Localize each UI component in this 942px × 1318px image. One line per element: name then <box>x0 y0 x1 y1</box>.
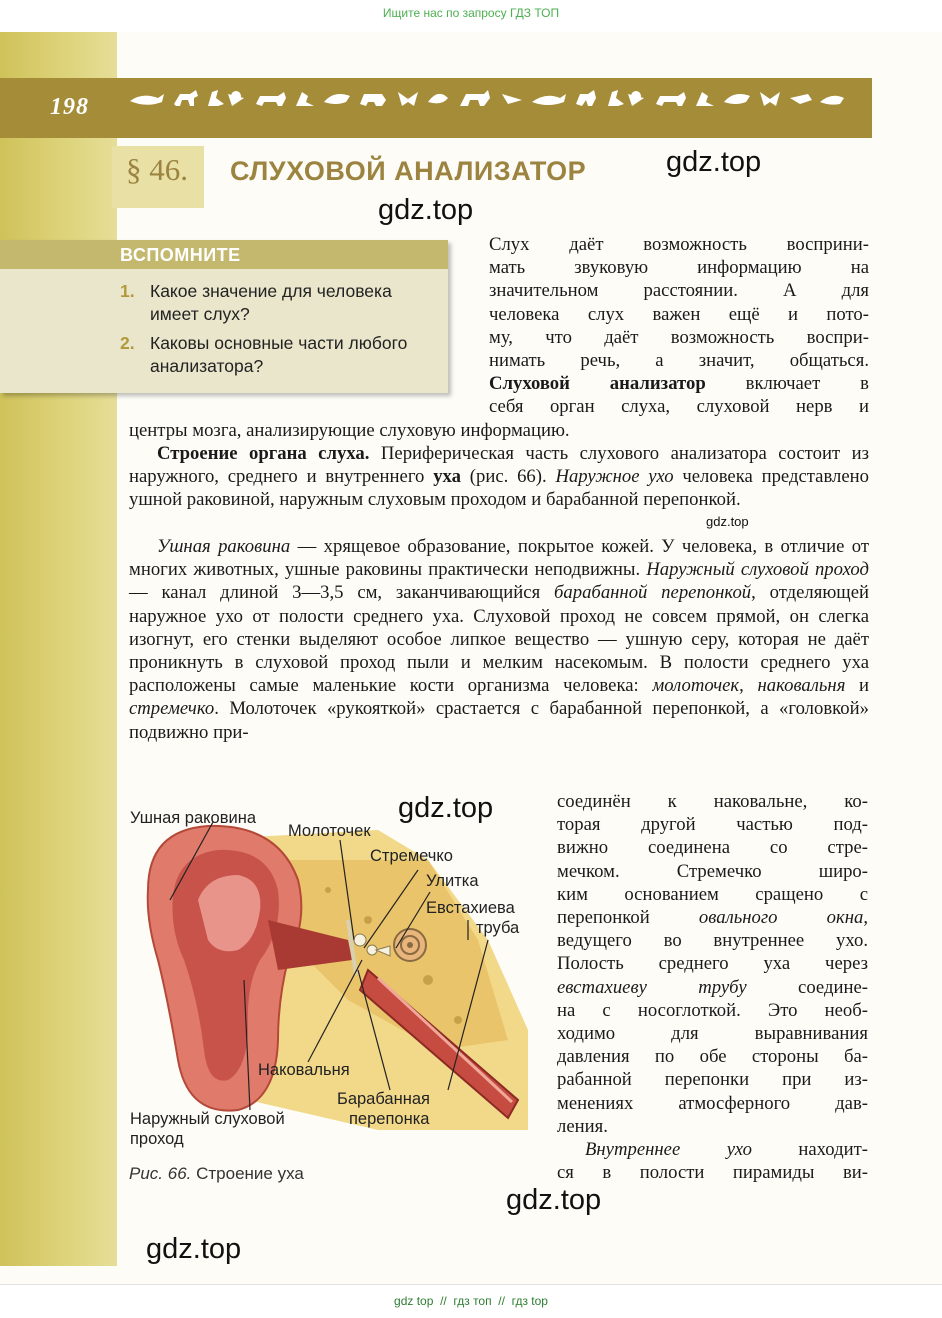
animal-frieze-icon <box>128 84 848 114</box>
text-line: человека слух важен ещё и пото- <box>489 303 869 325</box>
term-italic: Ушная раковина <box>157 536 291 557</box>
side-paragraph <box>557 790 868 1184</box>
text-span: , отделяющей наружное ухо от полости среднего уха. Слуховой проход не совсем прямой, он слегка изогнут, его стенки выделяют особое липкое вещество — ушную серу, которая не даёт проникнуть в слуховой проход пыли и мелким насекомым. В полости среднего уха расположены самые маленькие кости организма человека: <box>129 582 869 697</box>
figure-caption <box>129 1164 304 1184</box>
subheading: Строение органа слуха. <box>157 443 370 464</box>
term-italic: наковальня <box>757 675 846 697</box>
text-line <box>557 906 868 929</box>
text-line: нимать речь, а значит, общаться. <box>489 350 869 372</box>
text-span: включает в <box>705 373 869 395</box>
text-span: человека представлено ушной раковиной, наружным слуховым проходом и барабанной перепонкой. <box>129 466 870 511</box>
watermark-small: gdz.top <box>706 514 749 529</box>
intro-last-line <box>129 419 869 442</box>
text-line: мать звуковую информацию на <box>489 257 869 279</box>
recall-title: ВСПОМНИТЕ <box>120 245 241 265</box>
label-malleus: Молоточек <box>288 822 371 840</box>
text-line: менениях атмосферного дав- <box>557 1092 868 1114</box>
term-italic: Наружный слуховой проход <box>646 559 869 581</box>
paragraph <box>129 442 869 512</box>
pinna-paragraph <box>129 535 869 744</box>
text-line <box>489 372 869 395</box>
text-span: (рис. 66). <box>460 466 556 488</box>
text-line: Слух даёт возможность восприни- <box>489 234 869 255</box>
text-line: вижно соединена со стре- <box>557 837 868 859</box>
text-line: ления. <box>557 1115 608 1137</box>
term-italic: барабанной перепонкой <box>553 582 752 604</box>
watermark: gdz.top <box>146 1233 242 1265</box>
structure-paragraph <box>129 442 869 512</box>
text-span: перепонкой <box>557 907 699 929</box>
label-pinna: Ушная раковина <box>130 809 256 827</box>
text-line <box>557 976 868 999</box>
text-line: на с носоглоткой. Это необ- <box>557 999 868 1021</box>
watermark: gdz.top <box>506 1184 602 1216</box>
top-search-link[interactable]: Ищите нас по запросу ГДЗ ТОП <box>382 6 560 20</box>
caption-text: Строение уха <box>191 1164 304 1183</box>
text-line <box>557 1138 868 1161</box>
label-eustachian: труба <box>476 919 520 937</box>
label-ear-canal: Наружный слуховой <box>130 1110 285 1128</box>
term-italic: Наружное ухо <box>555 466 674 488</box>
text-span: — канал длиной 3—3,5 см, заканчивающийся <box>129 582 554 604</box>
ear-anatomy-figure <box>128 800 538 1160</box>
intro-paragraph <box>489 233 869 419</box>
watermark: gdz.top <box>398 792 494 824</box>
term-italic: стремечко <box>129 698 215 720</box>
text-span: и <box>845 675 869 697</box>
recall-question <box>120 332 438 378</box>
text-line: му, что даёт возможность воспри- <box>489 326 869 348</box>
question-number: 1. <box>120 281 135 301</box>
text-span: — хрящевое образование, покрытое кожей. У человека, в отличие от многих животных, ушные раковины практически неподвижны. <box>129 536 869 581</box>
text-span: , <box>739 675 758 697</box>
term-italic: евстахиеву трубу <box>557 976 747 998</box>
page-number: 198 <box>50 94 89 120</box>
text-span: . Молоточек «рукояткой» срастается с барабанной перепонкой, а «головкой» подвижно при- <box>129 698 869 743</box>
text-line: ким основанием сращено с <box>557 883 868 905</box>
watermark: gdz.top <box>666 146 762 178</box>
watermark: gdz.top <box>378 194 474 226</box>
text-line: рабанной перепонки при из- <box>557 1069 868 1091</box>
text-line: торая другой частью под- <box>557 814 868 836</box>
term-bold: Слуховой анализатор <box>489 373 706 395</box>
text-line: Полость среднего уха через <box>557 953 868 975</box>
caption-number: Рис. 66. <box>129 1164 192 1183</box>
section-number: § 46. <box>126 152 188 187</box>
bottom-links[interactable]: gdz top // гдз топ // гдз top <box>394 1294 548 1308</box>
text-line: ходимо для выравнивания <box>557 1023 868 1045</box>
recall-question <box>120 280 438 326</box>
text-line: соединён к наковальне, ко- <box>557 791 868 812</box>
text-line: значительном расстоянии. А для <box>489 280 869 302</box>
term-italic: Внутреннее ухо <box>585 1139 752 1161</box>
text-span: Периферическая часть слухового анализатора состоит из наружного, среднего и внутреннего <box>129 443 869 488</box>
text-line: ведущего во внутреннее ухо. <box>557 930 868 952</box>
label-stapes: Стремечко <box>370 847 453 865</box>
text-line: давления по обе стороны ба- <box>557 1046 868 1068</box>
question-text: Каковы основные части любого анализатора? <box>150 333 408 376</box>
term-italic: овального окна <box>698 907 864 929</box>
text-span: соедине- <box>746 976 868 998</box>
text-line: центры мозга, анализирующие слуховую информацию. <box>129 420 570 441</box>
text-span: , <box>863 907 868 929</box>
term-bold: уха <box>433 466 461 488</box>
section-title: СЛУХОВОЙ АНАЛИЗАТОР <box>230 156 587 186</box>
question-number: 2. <box>120 333 135 353</box>
label-eardrum: Барабанная <box>337 1090 430 1108</box>
page-margin-strip <box>0 32 117 1266</box>
text-line: себя орган слуха, слуховой нерв и <box>489 396 869 418</box>
label-incus: Наковальня <box>258 1061 350 1079</box>
recall-box <box>0 240 448 393</box>
term-italic: молоточек <box>652 675 740 697</box>
text-line: ся в полости пирамиды ви- <box>557 1162 868 1184</box>
text-span: находит- <box>751 1139 868 1161</box>
label-eustachian: Евстахиева <box>426 899 515 917</box>
text-line: мечком. Стремечко широ- <box>557 860 868 882</box>
paragraph <box>129 535 869 744</box>
label-ear-canal: проход <box>130 1130 184 1148</box>
label-cochlea: Улитка <box>426 872 479 890</box>
question-text: Какое значение для человека имеет слух? <box>150 281 392 324</box>
label-eardrum: перепонка <box>349 1110 430 1128</box>
